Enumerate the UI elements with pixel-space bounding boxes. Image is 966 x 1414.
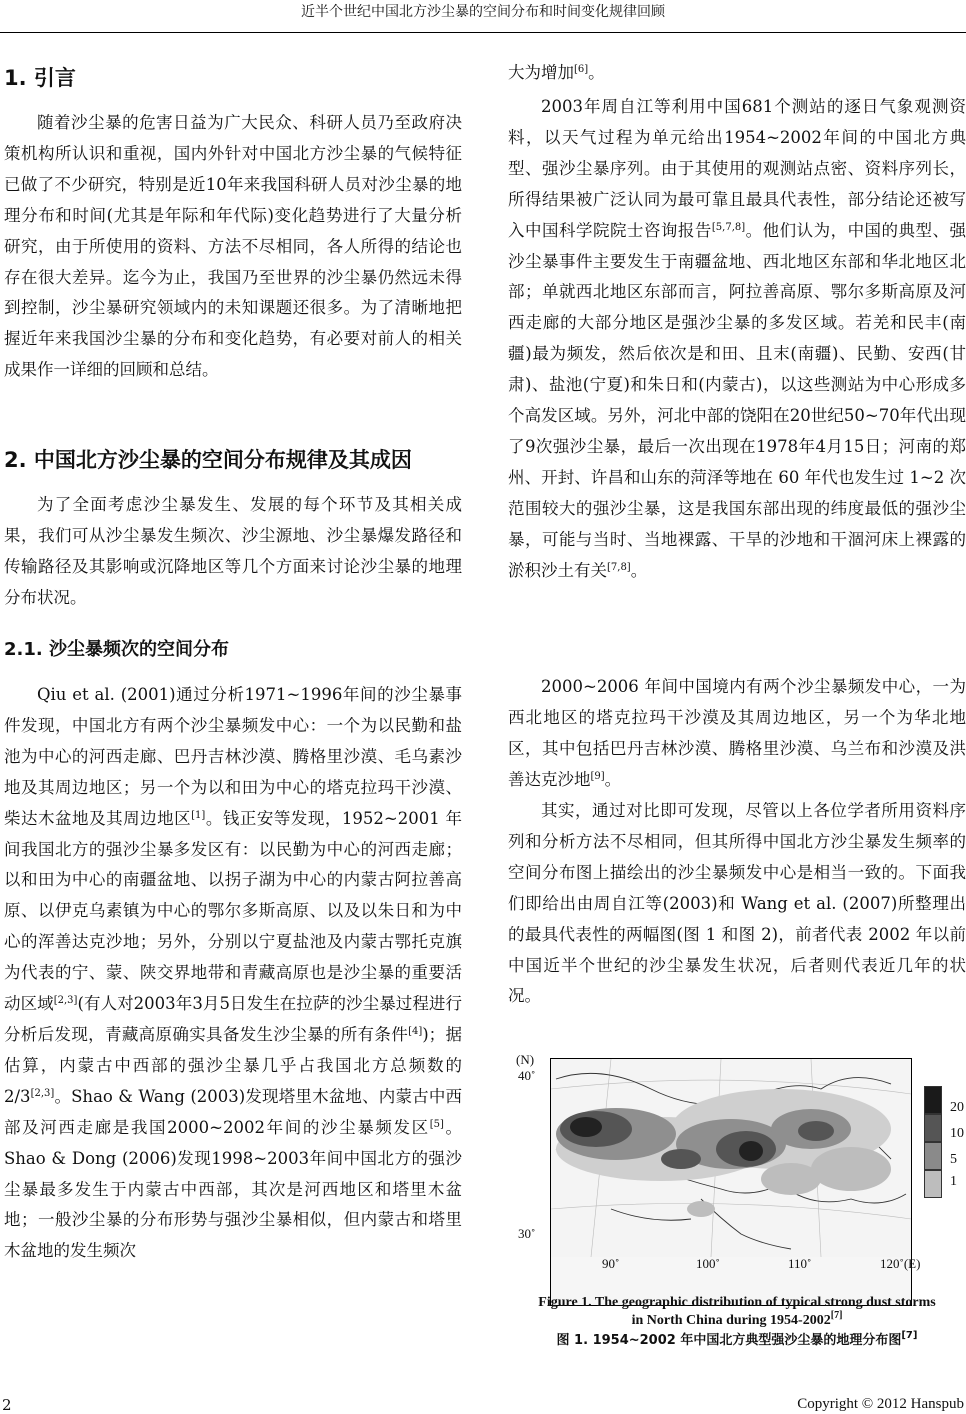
citation[interactable]: [7,8]	[607, 561, 631, 573]
legend-swatch	[924, 1142, 942, 1170]
lat-40-label: 40˚	[518, 1068, 536, 1083]
legend-label-5: 5	[950, 1152, 957, 1167]
legend-label-20: 20	[950, 1100, 964, 1115]
page-number: 2	[2, 1396, 12, 1414]
citation[interactable]: [7]	[901, 1330, 918, 1341]
legend-swatch	[924, 1170, 942, 1198]
legend-swatch	[924, 1086, 942, 1114]
citation[interactable]: [7]	[830, 1310, 843, 1321]
map-graphic	[551, 1059, 911, 1257]
continued-paragraph: 大为增加[6]。	[508, 63, 605, 82]
citation[interactable]: [9]	[590, 770, 605, 782]
comparison-paragraph: 其实，通过对比即可发现，尽管以上各位学者所用资料序列和分析方法不尽相同，但其所得中国北方沙尘暴发生频率的空间分布图上描绘出的沙尘暴频发中心是相当一致的。下面我们即给出由周自江等(2003)和 Wang et al. (2007)所整理出的最具代表性的两幅图(图 1 和图 2)，前者代表 2002 年以前中国近半个世纪的沙尘暴发生状况，后者则代表近几年的状况。	[508, 801, 966, 1006]
section-2-1-heading: 2.1. 沙尘暴频次的空间分布	[4, 639, 229, 660]
legend-label-10: 10	[950, 1126, 964, 1141]
period-2000-2006-paragraph: 2000~2006 年间中国境内有两个沙尘暴频发中心，一为西北地区的塔克拉玛干沙漠及其周边地区，另一个为华北地区，其中包括巴丹吉林沙漠、腾格里沙漠、乌兰布和沙漠及洪善达克沙地[9]。	[508, 677, 966, 789]
running-title: 近半个世纪中国北方沙尘暴的空间分布和时间变化规律回顾	[301, 4, 665, 20]
citation[interactable]: [4]	[408, 1025, 423, 1037]
citation[interactable]: [5]	[429, 1118, 444, 1130]
lon-100-label: 100˚	[696, 1256, 720, 1271]
legend-label-1: 1	[950, 1174, 957, 1189]
section-2-1-paragraph: Qiu et al. (2001)通过分析1971~1996年间的沙尘暴事件发现，中国北方有两个沙尘暴频发中心：一个为以民勤和盐池为中心的河西走廊、巴丹吉林沙漠、腾格里沙漠、毛乌素沙地及其周边地区；另一个为以和田为中心的塔克拉玛干沙漠、柴达木盆地及其周边地区[1]。钱正安等发现，1952~2001 年间我国北方的强沙尘暴多发区有：以民勤为中心的河西走廊；以和田为中心的南疆盆地、以拐子湖为中心的内蒙古阿拉善高原、以伊克乌素镇为中心的鄂尔多斯高原、以及以朱日和为中心的浑善达克沙地；另外，分别以宁夏盐池及内蒙古鄂托克旗为代表的宁、蒙、陕交界地带和青藏高原也是沙尘暴的重要活动区域[2,3](有人对2003年3月5日发生在拉萨的沙尘暴过程进行分析后发现，青藏高原确实具备发生沙尘暴的所有条件[4])；据估算，内蒙古中西部的强沙尘暴几乎占我国北方总频数的2/3[2,3]。Shao & Wang (2003)发现塔里木盆地、内蒙古中西部及河西走廊是我国2000~2002年间的沙尘暴频发区[5]。Shao & Dong (2006)发现1998~2003年间中国北方的强沙尘暴最多发生于内蒙古中西部，其次是河西地区和塔里木盆地；一般沙尘暴的分布形势与强沙尘暴相似，但内蒙古和塔里木盆地的发生频次	[4, 685, 463, 1261]
zhou-paragraph: 2003年周自江等利用中国681个测站的逐日气象观测资料，以天气过程为单元给出1954~2002年间的中国北方典型、强沙尘暴序列。由于其使用的观测站点密、资料序列长，所得结果被广泛认同为最可靠且最具代表性，部分结论还被写入中国科学院院士咨询报告[5,7,8]。他们认为，中国的典型、强沙尘暴事件主要发生于南疆盆地、西北地区东部和华北地区北部；单就西北地区东部而言，阿拉善高原、鄂尔多斯高原及河西走廊的大部分地区是强沙尘暴的多发区域。若羌和民丰(南疆)最为频发，然后依次是和田、且末(南疆)、民勤、安西(甘肃)、盐池(宁夏)和朱日和(内蒙古)，以这些测站为中心形成多个高发区域。另外，河北中部的饶阳在20世纪50~70年代出现了9次强沙尘暴，最后一次出现在1978年4月15日；河南的郑州、开封、许昌和山东的菏泽等地在 60 年代也发生过 1~2 次范围较大的强沙尘暴，这是我国东部出现的纬度最低的强沙尘暴，可能与当时、当地裸露、干旱的沙地和干涸河床上裸露的淤积沙土有关[7,8]。	[508, 97, 966, 580]
page-footer	[0, 1396, 966, 1414]
section-2-heading: 2. 中国北方沙尘暴的空间分布规律及其成因	[4, 448, 412, 472]
citation[interactable]: [2,3]	[53, 995, 78, 1007]
citation[interactable]: [6]	[574, 64, 589, 75]
citation[interactable]: [2,3]	[30, 1087, 55, 1099]
figure-1	[512, 1052, 962, 1284]
legend-swatch	[924, 1114, 942, 1142]
section-1-heading: 1. 引言	[4, 66, 76, 90]
figure-caption-chinese: 图 1. 1954~2002 年中国北方典型强沙尘暴的地理分布图[7]	[556, 1330, 918, 1348]
intro-paragraph: 随着沙尘暴的危害日益为广大民众、科研人员乃至政府决策机构所认识和重视，国内外针对中国北方沙尘暴的气候特征已做了不少研究，特别是近10年来我国科研人员对沙尘暴的地理分布和时间(尤其是年际和年代际)变化趋势进行了大量分析研究，由于所使用的资料、方法不尽相同，各人所得的结论也存在很大差异。迄今为止，我国乃至世界的沙尘暴仍然远未得到控制，沙尘暴研究领域内的未知课题还很多。为了清晰地把握近年来我国沙尘暴的分布和变化趋势，有必要对前人的相关成果作一详细的回顾和总结。	[4, 113, 462, 380]
running-header	[0, 0, 966, 33]
lat-30-label: 30˚	[518, 1226, 536, 1241]
citation[interactable]: [1]	[191, 809, 206, 821]
lon-120-label: 120˚(E)	[880, 1256, 921, 1271]
citation[interactable]: [5,7,8]	[711, 221, 746, 233]
copyright-notice: Copyright © 2012 Hanspub	[797, 1396, 964, 1412]
section-2-paragraph: 为了全面考虑沙尘暴发生、发展的每个环节及其相关成果，我们可从沙尘暴发生频次、沙尘源地、沙尘暴爆发路径和传输路径及其影响或沉降地区等几个方面来讨论沙尘暴的地理分布状况。	[4, 495, 462, 607]
lon-90-label: 90˚	[602, 1256, 620, 1271]
map-legend	[924, 1086, 946, 1198]
figure-caption-english: Figure 1. The geographic distribution of typical strong dust storms in North China during 1954-2002[7]	[538, 1295, 936, 1328]
lon-110-label: 110˚	[788, 1256, 812, 1271]
lat-unit-label: (N)	[516, 1052, 535, 1067]
